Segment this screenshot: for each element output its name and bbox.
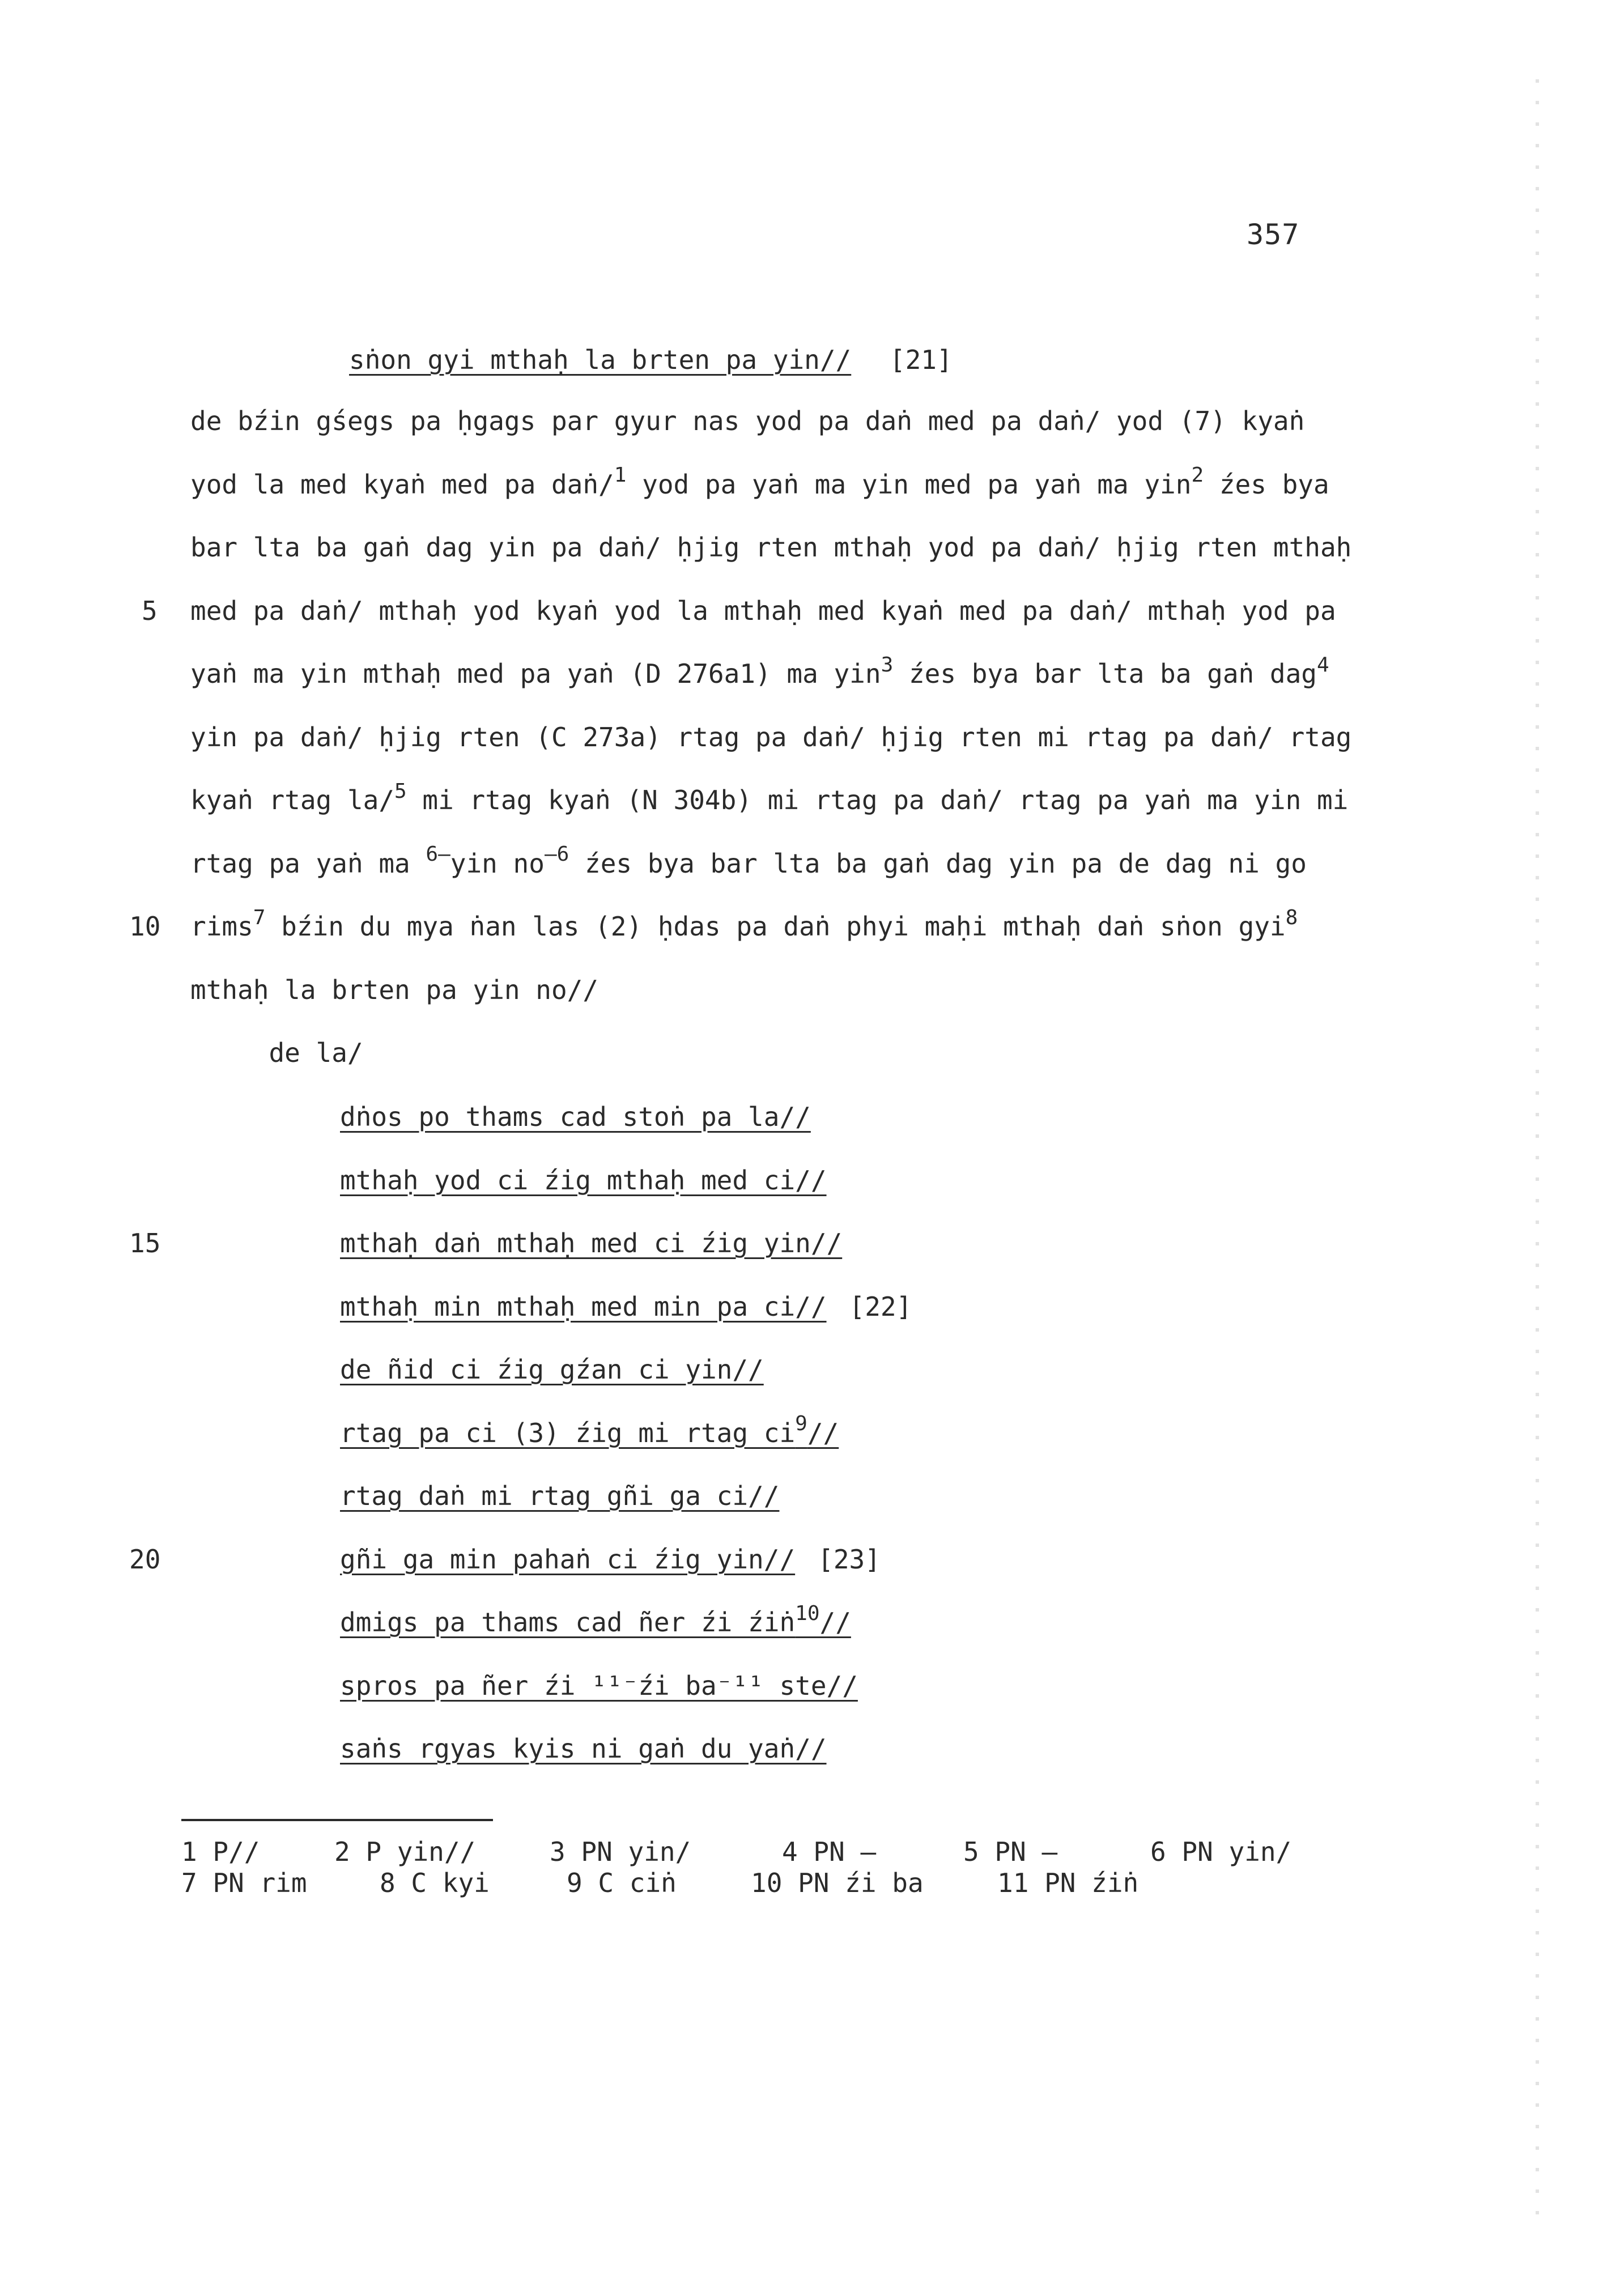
footnote-entry: 4 PN — — [782, 1836, 877, 1867]
prose-text: bar lta ba gaṅ dag yin pa daṅ/ ḥjig rten mthaḥ yod pa daṅ/ ḥjig rten mthaḥ — [190, 532, 1352, 563]
prose-text: mi rtag kyaṅ (N 304b) mi rtag pa daṅ/ rtag pa yaṅ ma yin mi — [406, 785, 1349, 815]
prose-text: yod pa yaṅ ma yin med pa yaṅ ma yin — [626, 469, 1192, 500]
footnote-marker: 10 — [795, 1601, 820, 1625]
verse-words: mthaḥ min mthaḥ med min pa ci// — [340, 1291, 827, 1322]
margin-scan-marks — [1536, 79, 1539, 2233]
footnote-marker: 6– — [426, 843, 450, 866]
verse-text — [340, 1601, 851, 1638]
verse-text — [340, 1412, 839, 1448]
footnote-entry: 9 C ciṅ — [567, 1868, 677, 1898]
prose-line — [190, 595, 1336, 626]
verse-line — [340, 1164, 827, 1196]
prose-text: de bźin gśegs pa ḥgags par gyur nas yod pa daṅ med pa daṅ/ yod (7) kyaṅ — [190, 406, 1305, 436]
verse-words: mthaḥ yod ci źig mthaḥ med ci// — [340, 1164, 827, 1196]
verse-words: rtag pa ci (3) źig mi rtag ci — [340, 1417, 796, 1448]
prose-line — [190, 653, 1329, 689]
footnote-entry: 7 PN rim — [181, 1868, 307, 1898]
verse-text — [340, 1354, 764, 1385]
footnote-entry: 2 P yin// — [334, 1836, 476, 1867]
footnote-entry: 8 C kyi — [380, 1868, 490, 1898]
prose-text: yin pa daṅ/ ḥjig rten (C 273a) rtag pa daṅ/ ḥjig rten mi rtag pa daṅ/ rtag — [190, 721, 1352, 752]
verse-ref: [22] — [849, 1291, 912, 1322]
footnote-marker: –6 — [544, 843, 569, 866]
footnote-entry: 6 PN yin/ — [1150, 1836, 1292, 1867]
verse-text — [340, 1291, 827, 1322]
verse-text — [340, 1228, 842, 1258]
prose-line — [190, 721, 1352, 752]
footnote-entry: 11 PN źiṅ — [997, 1868, 1139, 1898]
prose-text: med pa daṅ/ mthaḥ yod kyaṅ yod la mthaḥ med kyaṅ med pa daṅ/ mthaḥ yod pa — [190, 595, 1336, 626]
prose-line — [190, 532, 1352, 563]
verse-tail: // — [819, 1607, 851, 1638]
line-number: 10 — [129, 911, 161, 942]
prose-text: de la/ — [190, 1038, 363, 1068]
verse-text — [340, 1102, 811, 1132]
prose-text: rims — [190, 911, 253, 942]
footnote-entry: 3 PN yin/ — [550, 1836, 691, 1867]
footnote-marker: 1 — [614, 464, 627, 487]
verse-text — [340, 1733, 827, 1764]
prose-line — [190, 779, 1349, 815]
footnote-entry: 10 PN źi ba — [751, 1868, 924, 1898]
line-number: 15 — [129, 1228, 161, 1258]
prose-text: yod la med kyaṅ med pa daṅ/ — [190, 469, 614, 500]
verse-line — [340, 1230, 842, 1256]
prose-text: mthaḥ la brten pa yin no// — [190, 974, 599, 1005]
footnote-marker: 5 — [394, 779, 407, 803]
verse-words: saṅs rgyas kyis ni gaṅ du yaṅ// — [340, 1733, 827, 1764]
verse-line — [340, 1733, 827, 1764]
verse-line — [340, 1483, 779, 1509]
verse-ref: [23] — [818, 1544, 881, 1575]
verse-line — [340, 1354, 764, 1385]
verse-line — [340, 1291, 912, 1322]
footnote-marker: 3 — [881, 653, 894, 677]
prose-line — [190, 974, 599, 1005]
footnote-marker: 9 — [795, 1412, 807, 1436]
prose-line — [190, 1040, 363, 1066]
prose-text: bźin du mya ṅan las (2) ḥdas pa daṅ phyi maḥi mthaḥ daṅ sṅon gyi — [265, 911, 1286, 942]
verse-text — [340, 1165, 827, 1196]
prose-text: źes bya — [1204, 469, 1329, 500]
footnote-entry: 5 PN — — [963, 1836, 1058, 1867]
verse-line — [340, 1670, 858, 1701]
verse-line — [340, 1412, 839, 1448]
verse-words: gñi ga min pahaṅ ci źig yin// — [340, 1544, 796, 1575]
verse-words: rtag daṅ mi rtag gñi ga ci// — [340, 1481, 780, 1511]
footnote-marker: 2 — [1191, 464, 1204, 487]
verse-words: spros pa ñer źi ¹¹⁻źi ba⁻¹¹ ste// — [340, 1670, 858, 1701]
prose-text: yaṅ ma yin mthaḥ med pa yaṅ (D 276a1) ma yin — [190, 658, 881, 689]
footnote-marker: 4 — [1317, 653, 1329, 677]
verse-line — [340, 1544, 881, 1575]
verse-words: dṅos po thams cad stoṅ pa la// — [340, 1102, 811, 1132]
footnote-marker: 7 — [253, 905, 266, 929]
footnote-rule — [181, 1819, 493, 1821]
verse-text — [340, 1481, 779, 1511]
footnote-entry: 1 P// — [181, 1836, 260, 1867]
prose-line — [190, 905, 1298, 942]
prose-text: źes bya bar lta ba gaṅ dag — [893, 658, 1317, 689]
verse-line — [340, 1601, 851, 1638]
line-number: 5 — [142, 595, 158, 626]
prose-text: yin no — [450, 848, 545, 879]
prose-text: kyaṅ rtag la/ — [190, 785, 395, 815]
verse-text — [340, 1544, 795, 1575]
verse-words: de ñid ci źig gźan ci yin// — [340, 1354, 764, 1385]
verse-text — [340, 1670, 858, 1701]
section-heading — [349, 347, 953, 373]
page-number: 357 — [1247, 218, 1300, 251]
line-number: 20 — [129, 1544, 161, 1575]
prose-line — [190, 408, 1304, 434]
verse-words: mthaḥ daṅ mthaḥ med ci źig yin// — [340, 1228, 843, 1258]
prose-text: rtag pa yaṅ ma — [190, 848, 426, 879]
footnote-marker: 8 — [1285, 905, 1298, 929]
prose-line — [190, 464, 1329, 500]
heading-verse-ref: [21] — [889, 345, 953, 375]
prose-line — [190, 843, 1307, 879]
verse-tail: // — [807, 1417, 839, 1448]
prose-text: źes bya bar lta ba gaṅ dag yin pa de dag ni go — [569, 848, 1307, 879]
verse-words: dmigs pa thams cad ñer źi źiṅ — [340, 1607, 796, 1638]
heading-text: sṅon gyi mthaḥ la brten pa yin// — [349, 345, 852, 375]
verse-line — [340, 1104, 811, 1130]
